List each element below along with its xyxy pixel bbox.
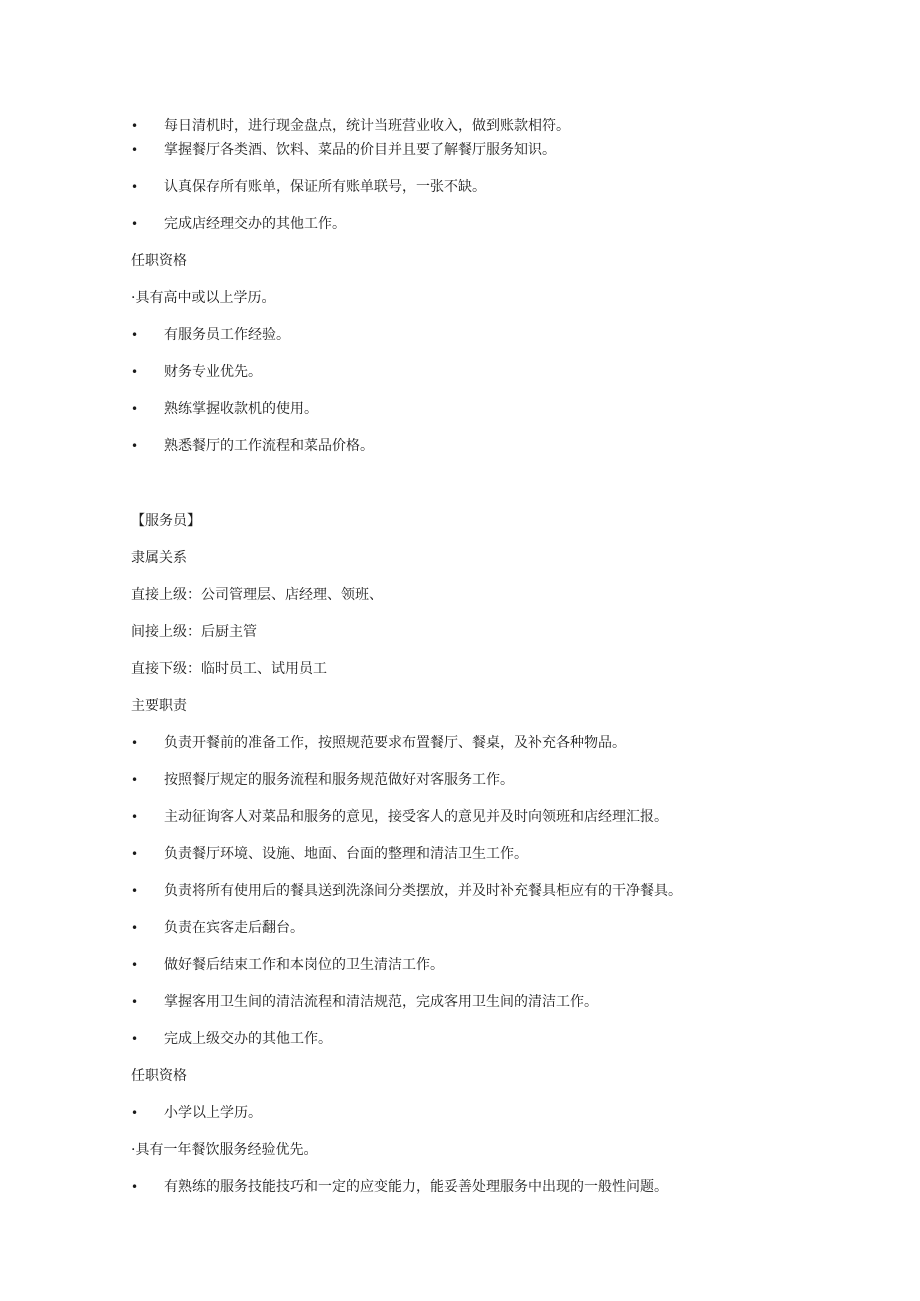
list-item-text: 财务专业优先。 [164, 364, 262, 380]
list-item-text: 掌握餐厅各类酒、饮料、菜品的价目并且要了解餐厅服务知识。 [164, 142, 556, 158]
bullet: • [131, 847, 139, 861]
bullet: • [131, 810, 139, 824]
bullet: • [131, 217, 139, 231]
list-item-text: 认真保存所有账单，保证所有账单联号，一张不缺。 [164, 179, 486, 195]
list-item-text: 做好餐后结束工作和本岗位的卫生清洁工作。 [164, 957, 444, 973]
bullet: • [131, 995, 139, 1009]
list-item-text: 掌握客用卫生间的清洁流程和清洁规范，完成客用卫生间的清洁工作。 [164, 994, 598, 1010]
list-item-text: 负责餐厅环境、设施、地面、台面的整理和清洁卫生工作。 [164, 846, 528, 862]
indirect-superior: 间接上级：后厨主管 [131, 624, 257, 640]
bullet: • [131, 1106, 139, 1120]
bullet: • [131, 365, 139, 379]
direct-superior: 直接上级：公司管理层、店经理、领班、 [131, 587, 383, 603]
list-item-text: 负责在宾客走后翻台。 [164, 920, 304, 936]
bullet: • [131, 1180, 139, 1194]
duties-heading: 主要职责 [131, 698, 187, 714]
list-item-text: 完成上级交办的其他工作。 [164, 1031, 332, 1047]
list-item-text: 每日清机时，进行现金盘点，统计当班营业收入，做到账款相符。 [164, 118, 570, 134]
reporting-heading: 隶属关系 [131, 550, 187, 566]
list-item-text: 有服务员工作经验。 [164, 327, 290, 343]
bullet: • [131, 736, 139, 750]
list-item-text: 完成店经理交办的其他工作。 [164, 216, 346, 232]
bullet: • [131, 1032, 139, 1046]
list-item-text: 负责将所有使用后的餐具送到洗涤间分类摆放，并及时补充餐具柜应有的干净餐具。 [164, 883, 682, 899]
list-item-text: 负责开餐前的准备工作，按照规范要求布置餐厅、餐桌，及补充各种物品。 [164, 735, 626, 751]
list-item-text: 按照餐厅规定的服务流程和服务规范做好对客服务工作。 [164, 772, 514, 788]
qualifications-heading: 任职资格 [131, 1068, 187, 1084]
bullet: • [131, 180, 139, 194]
bullet: • [131, 439, 139, 453]
qualification-text: ·具有高中或以上学历。 [131, 290, 276, 306]
qualification-text: ·具有一年餐饮服务经验优先。 [131, 1142, 318, 1158]
list-item-text: 熟悉餐厅的工作流程和菜品价格。 [164, 438, 374, 454]
bullet: • [131, 402, 139, 416]
bullet: • [131, 884, 139, 898]
list-item-text: 有熟练的服务技能技巧和一定的应变能力，能妥善处理服务中出现的一般性问题。 [164, 1179, 668, 1195]
bullet: • [131, 773, 139, 787]
bullet: • [131, 921, 139, 935]
job-title: 【服务员】 [131, 513, 201, 529]
direct-subordinate: 直接下级：临时员工、试用员工 [131, 661, 327, 677]
bullet: • [131, 328, 139, 342]
bullet: • [131, 119, 139, 133]
bullet: • [131, 143, 139, 157]
qualifications-heading: 任职资格 [131, 253, 187, 269]
list-item-text: 熟练掌握收款机的使用。 [164, 401, 318, 417]
bullet: • [131, 958, 139, 972]
list-item-text: 主动征询客人对菜品和服务的意见，接受客人的意见并及时向领班和店经理汇报。 [164, 809, 668, 825]
list-item-text: 小学以上学历。 [164, 1105, 262, 1121]
